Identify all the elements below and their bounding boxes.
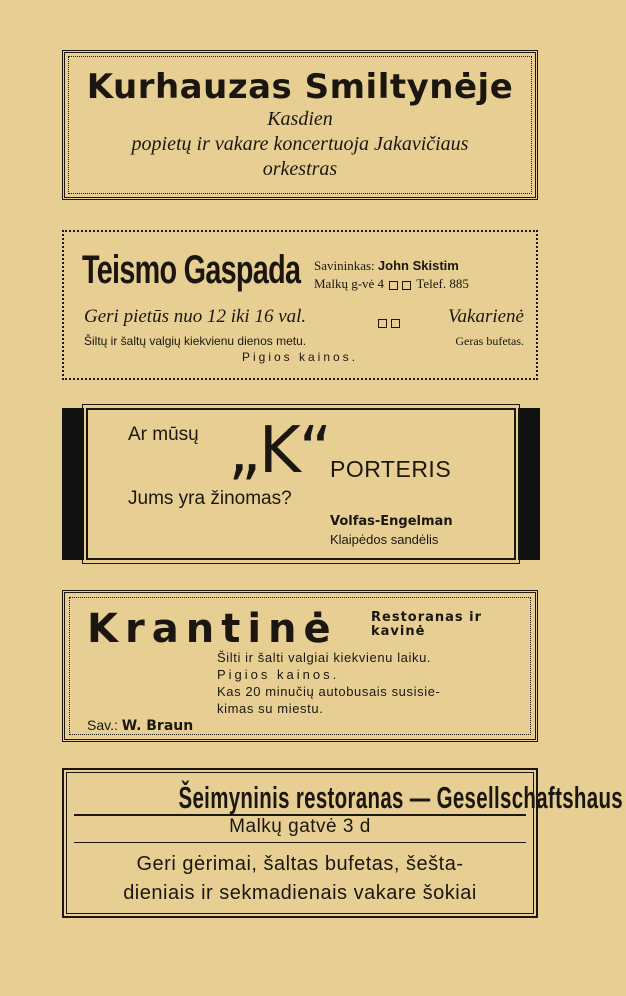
owner-label: Sav.: xyxy=(87,717,118,733)
ad-kurhauzas xyxy=(62,50,538,200)
ad-porter-question1: Ar mūsų xyxy=(128,424,199,445)
ad-teismo-gaspada xyxy=(62,230,538,380)
ad-teismo-owner xyxy=(314,258,459,274)
meals-text: Šiltų ir šaltų valgių kiekvienu dienos metu. xyxy=(84,334,307,348)
ad-kurhauzas-line2: popietų ir vakare koncertuoja Jakavičiaus xyxy=(131,133,469,155)
ad-porter-letter: „K“ xyxy=(228,414,333,488)
black-bar-left xyxy=(62,408,84,560)
ad-porter-brewery: Volfas-Engelman xyxy=(330,514,453,529)
ad-kurhauzas-title: Kurhauzas Smiltynėje xyxy=(86,67,514,107)
ad-teismo-hours xyxy=(84,306,524,328)
divider xyxy=(74,842,526,843)
owner-label: Savininkas: xyxy=(314,258,375,273)
owner-name: John Skistim xyxy=(377,258,459,273)
dinner: Vakarienė xyxy=(448,306,524,327)
ad-krantine-owner xyxy=(87,717,193,734)
info-line3: Kas 20 minučių autobusais susisie- xyxy=(217,684,441,699)
square-ornament-icon xyxy=(391,319,400,328)
ad-teismo-contact xyxy=(314,276,469,292)
ad-seimyninis xyxy=(62,768,624,918)
ad-teismo-prices: Pigios kainos. xyxy=(241,350,359,364)
info-line2: Pigios kainos. xyxy=(217,667,340,682)
square-ornament-icon xyxy=(378,319,387,328)
ad-teismo-name: Teismo Gaspada xyxy=(82,248,301,292)
address: Malkų g-vė 4 xyxy=(314,276,385,291)
buffet-text: Geras bufetas. xyxy=(455,334,524,348)
ad-teismo-desc xyxy=(84,334,524,348)
phone: Telef. 885 xyxy=(416,276,469,291)
type-line2: kavinė xyxy=(371,624,426,639)
info-line1: Šilti ir šalti valgiai kiekvienu laiku. xyxy=(217,650,432,665)
ad-porter-question2: Jums yra žinomas? xyxy=(128,488,292,509)
desc-line2: dieniais ir sekmadienais vakare šokiai xyxy=(123,882,477,904)
ad-krantine-type xyxy=(371,611,482,639)
info-line4: kimas su miestu. xyxy=(217,701,324,716)
desc-line1: Geri gėrimai, šaltas bufetas, šešta- xyxy=(136,853,464,875)
ad-kurhauzas-line3: orkestras xyxy=(262,158,338,180)
ad-krantine-name: Krantinė xyxy=(87,606,338,652)
ad-porter-depot: Klaipėdos sandėlis xyxy=(330,532,439,547)
ad-porter-product: PORTERIS xyxy=(330,456,452,482)
square-ornament-pair xyxy=(376,312,402,334)
lunch-hours: Geri pietūs nuo 12 iki 16 val. xyxy=(84,306,307,327)
ad-krantine xyxy=(62,590,538,742)
ad-k-porteris xyxy=(86,408,516,560)
square-ornament-icon xyxy=(402,281,411,290)
ad-seimyninis-street: Malkų gatvė 3 d xyxy=(229,816,371,837)
ad-seimyninis-desc xyxy=(64,850,536,908)
ad-krantine-info xyxy=(217,649,440,717)
ad-seimyninis-title: Šeimyninis restoranas — Gesellschaftshaus xyxy=(178,780,624,815)
black-bar-right xyxy=(518,408,540,560)
square-ornament-icon xyxy=(389,281,398,290)
ad-kurhauzas-line1: Kasdien xyxy=(267,108,333,130)
type-line1: Restoranas ir xyxy=(371,610,483,625)
owner-name: W. Braun xyxy=(121,718,194,734)
